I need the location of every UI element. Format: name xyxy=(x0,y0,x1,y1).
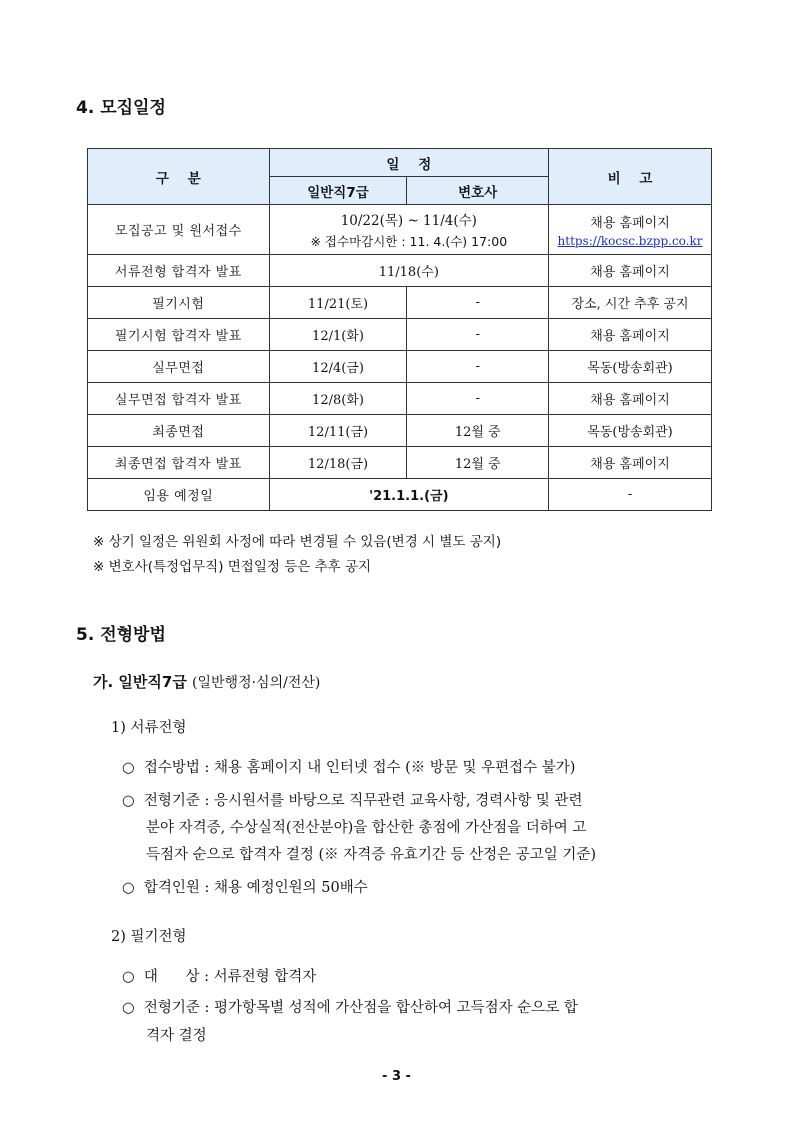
table-row xyxy=(88,383,712,415)
header-remarks: 비 고 xyxy=(549,149,712,205)
row-schedule-cell xyxy=(269,205,548,255)
item-text: 채용 홈페이지 내 인터넷 접수 (※ 방문 및 우편접수 불가) xyxy=(214,760,576,776)
schedule-table xyxy=(87,148,712,511)
table-row xyxy=(88,415,712,447)
table-row xyxy=(88,205,712,255)
circle-bullet-icon: ○ xyxy=(122,760,135,776)
table-row xyxy=(88,319,712,351)
section-title-schedule: 4. 모집일정 xyxy=(76,98,166,118)
circle-bullet-icon: ○ xyxy=(122,969,135,985)
item-text-continued: 분야 자격증, 수상실적(전산분야)을 합산한 총점에 가산점을 더하여 고 xyxy=(146,820,587,836)
item-label: 접수방법 : xyxy=(143,760,215,776)
circle-bullet-icon: ○ xyxy=(122,1000,135,1016)
list-item xyxy=(122,756,575,777)
circle-bullet-icon: ○ xyxy=(122,793,135,809)
item-text: 응시원서를 바탕으로 직무관련 교육사항, 경력사항 및 관련 xyxy=(214,793,583,809)
header-category: 구 분 xyxy=(88,149,270,205)
row-category: 최종면접 xyxy=(88,415,270,447)
row-remarks-cell xyxy=(549,205,712,255)
row-category: 필기시험 xyxy=(88,287,270,319)
list-item xyxy=(122,789,582,810)
item-label: 전형기준 : xyxy=(143,793,215,809)
row-remarks: 목동(방송회관) xyxy=(549,351,712,383)
row-lawyer: 12월 중 xyxy=(407,415,549,447)
list-item xyxy=(122,965,316,986)
item-label: 대 상 : xyxy=(143,969,214,985)
row-general: 12/18(금) xyxy=(269,447,407,479)
row-schedule: 11/18(수) xyxy=(269,255,548,287)
row-remarks: 채용 홈페이지 xyxy=(549,383,712,415)
schedule-note: ※ 상기 일정은 위원회 사정에 따라 변경될 수 있음(변경 시 별도 공지) xyxy=(93,534,502,550)
row-category: 최종면접 합격자 발표 xyxy=(88,447,270,479)
row-general: 12/8(화) xyxy=(269,383,407,415)
schedule-note: ※ 변호사(특정업무직) 면접일정 등은 추후 공지 xyxy=(93,559,372,575)
item-text-continued: 득점자 순으로 합격자 결정 (※ 자격증 유효기간 등 산정은 공고일 기준) xyxy=(146,847,597,863)
row-remarks: 장소, 시간 추후 공지 xyxy=(549,287,712,319)
list-item xyxy=(122,996,578,1017)
row-lawyer: - xyxy=(407,287,549,319)
subsection-paren: (일반행정·심의/전산) xyxy=(192,675,321,691)
row-general: 11/21(토) xyxy=(269,287,407,319)
table-row xyxy=(88,351,712,383)
item-text-continued: 격자 결정 xyxy=(146,1028,207,1044)
item-label: 전형기준 : xyxy=(143,1000,215,1016)
row-category: 임용 예정일 xyxy=(88,479,270,511)
header-general: 일반직7급 xyxy=(269,177,407,205)
header-lawyer: 변호사 xyxy=(407,177,549,205)
table-row xyxy=(88,287,712,319)
row-remarks: 채용 홈페이지 xyxy=(549,447,712,479)
row-lawyer: - xyxy=(407,383,549,415)
row-category: 실무면접 xyxy=(88,351,270,383)
page-number: - 3 - xyxy=(382,1069,411,1084)
row-schedule-note: ※ 접수마감시한 : 11. 4.(수) 17:00 xyxy=(310,234,508,249)
row-lawyer: - xyxy=(407,319,549,351)
row-lawyer: 12월 중 xyxy=(407,447,549,479)
row-schedule: 10/22(목) ~ 11/4(수) xyxy=(340,213,477,229)
header-schedule: 일 정 xyxy=(269,149,548,177)
step-title-written: 2) 필기전형 xyxy=(111,929,187,945)
row-lawyer: - xyxy=(407,351,549,383)
table-row xyxy=(88,255,712,287)
item-text: 평가항목별 성적에 가산점을 합산하여 고득점자 순으로 합 xyxy=(214,1000,578,1016)
row-category: 서류전형 합격자 발표 xyxy=(88,255,270,287)
row-category: 필기시험 합격자 발표 xyxy=(88,319,270,351)
row-category: 실무면접 합격자 발표 xyxy=(88,383,270,415)
row-remarks: 채용 홈페이지 xyxy=(590,215,670,231)
row-general: 12/11(금) xyxy=(269,415,407,447)
row-general: 12/1(화) xyxy=(269,319,407,351)
step-title-document: 1) 서류전형 xyxy=(111,720,187,736)
homepage-link[interactable]: https://kocsc.bzpp.co.kr xyxy=(557,233,703,248)
item-text: 채용 예정인원의 50배수 xyxy=(214,880,368,896)
subsection-general-7 xyxy=(93,671,320,692)
table-row xyxy=(88,479,712,511)
section-title-method: 5. 전형방법 xyxy=(76,625,166,645)
list-item xyxy=(122,876,368,897)
row-remarks: 채용 홈페이지 xyxy=(549,319,712,351)
row-category: 모집공고 및 원서접수 xyxy=(88,205,270,255)
subsection-label: 가. 일반직7급 xyxy=(93,673,187,691)
row-remarks: 목동(방송회관) xyxy=(549,415,712,447)
row-schedule: '21.1.1.(금) xyxy=(269,479,548,511)
circle-bullet-icon: ○ xyxy=(122,880,135,896)
table-row xyxy=(88,447,712,479)
item-label: 합격인원 : xyxy=(143,880,215,896)
item-text: 서류전형 합격자 xyxy=(213,969,317,985)
row-remarks: - xyxy=(549,479,712,511)
row-general: 12/4(금) xyxy=(269,351,407,383)
row-remarks: 채용 홈페이지 xyxy=(549,255,712,287)
